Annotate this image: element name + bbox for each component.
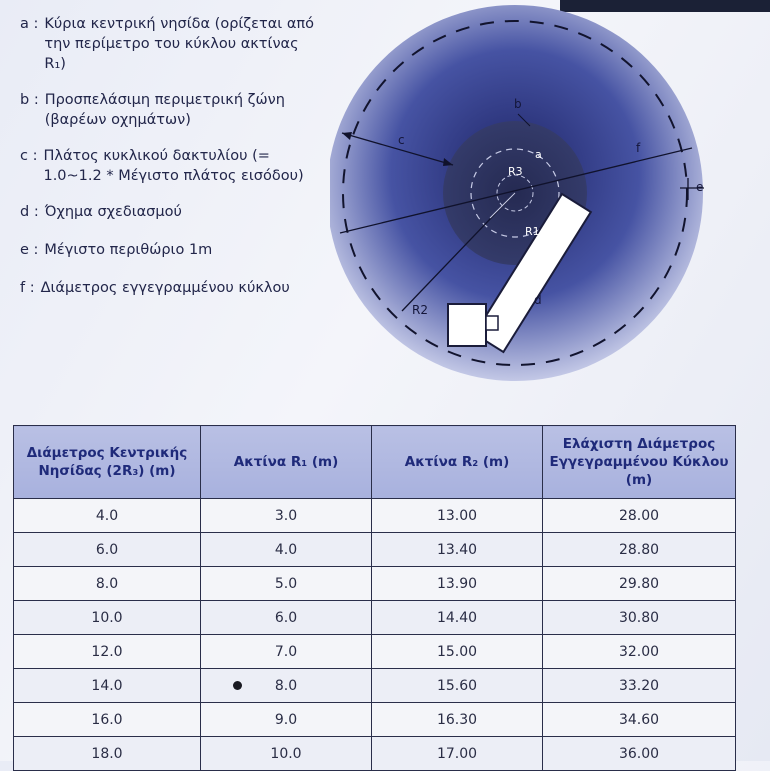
table-cell: 4.0 bbox=[201, 533, 372, 567]
table-cell: 17.00 bbox=[372, 737, 543, 771]
specification-table bbox=[13, 425, 736, 771]
table-cell: 28.80 bbox=[543, 533, 736, 567]
roundabout-svg bbox=[330, 0, 770, 400]
table-cell: 7.0 bbox=[201, 635, 372, 669]
legend-item-c bbox=[20, 146, 320, 186]
table-cell: 14.0 bbox=[14, 669, 201, 703]
table-cell: 4.0 bbox=[14, 499, 201, 533]
table-row bbox=[14, 601, 736, 635]
table-row bbox=[14, 533, 736, 567]
table-row bbox=[14, 567, 736, 601]
legend-item-e bbox=[20, 240, 320, 260]
table-cell: 36.00 bbox=[543, 737, 736, 771]
table-cell: 5.0 bbox=[201, 567, 372, 601]
stray-dot bbox=[233, 681, 242, 690]
table-cell: 34.60 bbox=[543, 703, 736, 737]
legend-key: b : bbox=[20, 92, 39, 108]
table-cell: 32.00 bbox=[543, 635, 736, 669]
table-cell: 15.00 bbox=[372, 635, 543, 669]
table-cell: 10.0 bbox=[14, 601, 201, 635]
specification-table-container bbox=[13, 425, 735, 771]
table-cell: 6.0 bbox=[14, 533, 201, 567]
table-cell: 30.80 bbox=[543, 601, 736, 635]
legend-key: e : bbox=[20, 242, 39, 258]
table-cell: 9.0 bbox=[201, 703, 372, 737]
table-cell: 13.90 bbox=[372, 567, 543, 601]
table-cell: 8.0 bbox=[201, 669, 372, 703]
legend-text: Πλάτος κυκλικού δακτυλίου (= 1.0~1.2 * Μέγιστο πλάτος εισόδου) bbox=[43, 148, 304, 184]
design-vehicle-cab bbox=[448, 304, 486, 346]
header-central-island-diameter: Διάμετρος Κεντρικής Νησίδας (2R₃) (m) bbox=[14, 426, 201, 499]
label-r2: R2 bbox=[412, 303, 428, 317]
table-cell: 16.0 bbox=[14, 703, 201, 737]
table-cell: 13.00 bbox=[372, 499, 543, 533]
table-cell: 6.0 bbox=[201, 601, 372, 635]
table-cell: 8.0 bbox=[14, 567, 201, 601]
table-cell: 16.30 bbox=[372, 703, 543, 737]
label-c: c bbox=[398, 133, 405, 147]
legend-text: Προσπελάσιμη περιμετρική ζώνη (βαρέων οχημάτων) bbox=[44, 92, 285, 128]
label-e: e bbox=[696, 180, 704, 194]
legend-text: Μέγιστο περιθώριο 1m bbox=[44, 242, 213, 258]
label-f: f bbox=[636, 141, 641, 155]
legend-key: d : bbox=[20, 204, 39, 220]
table-cell: 15.60 bbox=[372, 669, 543, 703]
legend-key: c : bbox=[20, 148, 38, 164]
table-row bbox=[14, 499, 736, 533]
legend-item-f bbox=[20, 278, 320, 298]
label-a: a bbox=[535, 148, 542, 161]
table-cell: 28.00 bbox=[543, 499, 736, 533]
label-d: d bbox=[534, 293, 542, 307]
table-row bbox=[14, 703, 736, 737]
table-cell: 18.0 bbox=[14, 737, 201, 771]
legend bbox=[20, 14, 320, 314]
table-cell: 3.0 bbox=[201, 499, 372, 533]
legend-text: Όχημα σχεδιασμού bbox=[44, 204, 182, 220]
header-min-inscribed-diameter: Ελάχιστη Διάμετρος Εγγεγραμμένου Κύκλου (m) bbox=[543, 426, 736, 499]
header-radius-r1: Ακτίνα R₁ (m) bbox=[201, 426, 372, 499]
table-row bbox=[14, 737, 736, 771]
roundabout-diagram bbox=[330, 0, 770, 400]
table-cell: 14.40 bbox=[372, 601, 543, 635]
table-cell: 10.0 bbox=[201, 737, 372, 771]
legend-text: Διάμετρος εγγεγραμμένου κύκλου bbox=[40, 280, 290, 296]
legend-key: a : bbox=[20, 16, 39, 32]
label-r3: R3 bbox=[508, 165, 523, 178]
table-row bbox=[14, 635, 736, 669]
legend-item-b bbox=[20, 90, 320, 130]
header-radius-r2: Ακτίνα R₂ (m) bbox=[372, 426, 543, 499]
table-row bbox=[14, 669, 736, 703]
table-cell: 12.0 bbox=[14, 635, 201, 669]
label-b: b bbox=[514, 97, 522, 111]
legend-text: Κύρια κεντρική νησίδα (ορίζεται από την περίμετρο του κύκλου ακτίνας R₁) bbox=[44, 16, 314, 72]
table-cell: 13.40 bbox=[372, 533, 543, 567]
legend-item-a bbox=[20, 14, 320, 74]
legend-item-d bbox=[20, 202, 320, 222]
table-header-row bbox=[14, 426, 736, 499]
vehicle-coupling bbox=[486, 316, 498, 330]
table-cell: 33.20 bbox=[543, 669, 736, 703]
legend-key: f : bbox=[20, 280, 35, 296]
table-cell: 29.80 bbox=[543, 567, 736, 601]
label-r1: R1 bbox=[525, 225, 540, 238]
